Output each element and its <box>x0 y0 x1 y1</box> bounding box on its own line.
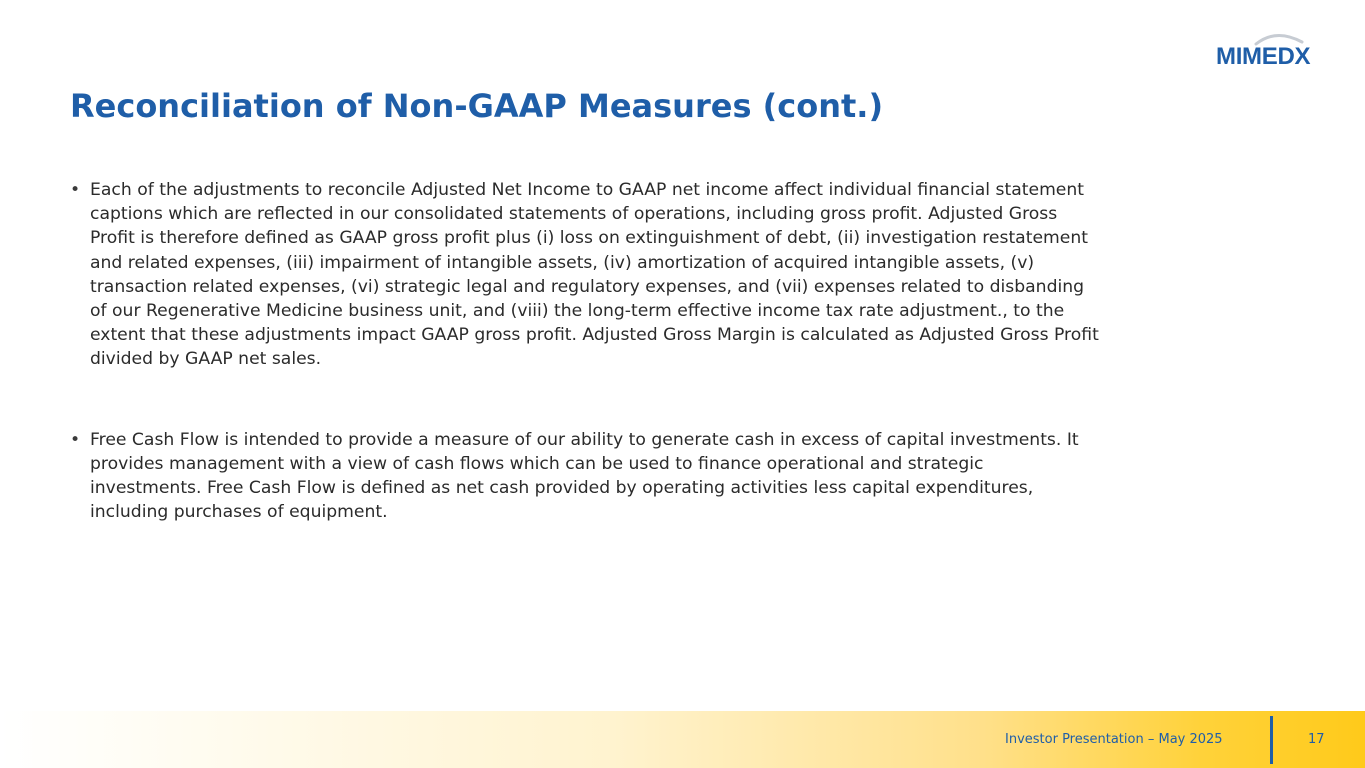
bullet-list <box>70 178 1100 524</box>
bullet-free-cash-flow <box>70 428 1100 525</box>
page-number: 17 <box>1308 732 1325 747</box>
footer-label: Investor Presentation – May 2025 <box>1005 732 1223 747</box>
mimedx-logo <box>1216 30 1332 72</box>
logo-wordmark: MIMEDX <box>1216 43 1311 70</box>
bullet-marker: • <box>70 429 81 450</box>
bullet-text: Each of the adjustments to reconcile Adjusted Net Income to GAAP net income affect individual financial statement captions which are reflected in our consolidated statements of operations, including gross profit. Adjusted Gross Profit is therefore defined as GAAP gross profit plus (i) loss on extinguishment of debt, (ii) investigation restatement and related expenses, (iii) impairment of intangible assets, (iv) amortization of acquired intangible assets, (v) transaction related expenses, (vi) strategic legal and regulatory expenses, and (vii) expenses related to disbanding of our Regenerative Medicine business unit, and (viii) the long-term effective income tax rate adjustment., to the extent that these adjustments impact GAAP gross profit. Adjusted Gross Margin is calculated as Adjusted Gross Profit divided by GAAP net sales. <box>90 180 1099 370</box>
bullet-text: Free Cash Flow is intended to provide a measure of our ability to generate cash in excess of capital investments. It provides management with a view of cash flows which can be used to finance operational and strategic investments. Free Cash Flow is defined as net cash provided by operating activities less capital expenditures, including purchases of equipment. <box>90 429 1079 523</box>
slide-title: Reconciliation of Non-GAAP Measures (cont.) <box>70 87 884 125</box>
footer-divider <box>1270 716 1273 764</box>
footer-bar <box>0 711 1365 768</box>
bullet-adjusted-gross-profit <box>70 178 1100 372</box>
bullet-marker: • <box>70 180 81 200</box>
